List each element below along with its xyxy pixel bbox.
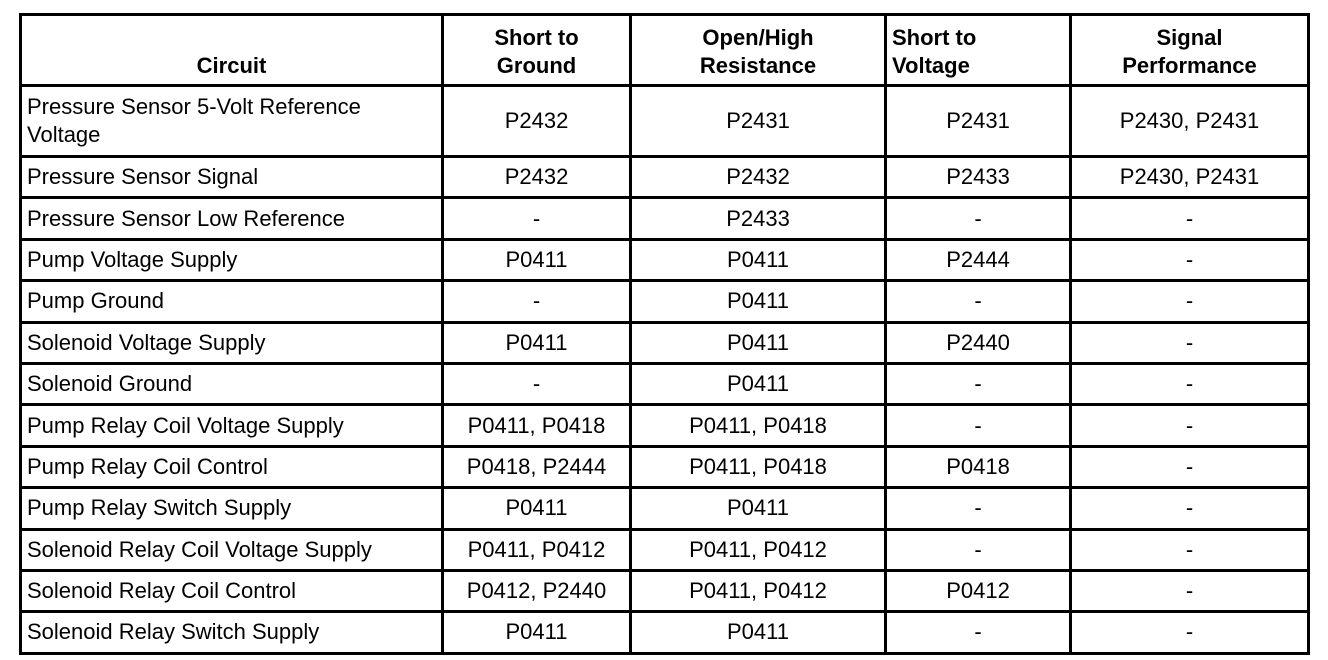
cell-open-high-resistance: P0411: [631, 363, 886, 404]
cell-open-high-resistance: P2432: [631, 157, 886, 198]
table-row: [21, 281, 1309, 322]
cell-open-high-resistance: P0411: [631, 322, 886, 363]
cell-open-high-resistance: P0411: [631, 612, 886, 653]
cell-signal-performance: -: [1071, 612, 1309, 653]
cell-signal-performance: -: [1071, 446, 1309, 487]
cell-circuit: Solenoid Ground: [21, 363, 443, 404]
header-short-to-ground-line-1: Short to: [494, 25, 579, 50]
table-row: [21, 529, 1309, 570]
table-row: [21, 363, 1309, 404]
table-row: [21, 239, 1309, 280]
cell-short-to-ground: P0411: [443, 322, 631, 363]
cell-short-to-ground: P0411: [443, 239, 631, 280]
cell-short-to-ground: P0412, P2440: [443, 570, 631, 611]
cell-signal-performance: -: [1071, 488, 1309, 529]
cell-signal-performance: -: [1071, 363, 1309, 404]
header-short-to-ground: [443, 15, 631, 86]
cell-circuit: Pump Relay Coil Voltage Supply: [21, 405, 443, 446]
cell-open-high-resistance: P0411, P0412: [631, 529, 886, 570]
cell-circuit: Solenoid Relay Switch Supply: [21, 612, 443, 653]
cell-circuit: Pressure Sensor 5-Volt Reference Voltage: [21, 86, 443, 157]
header-row: [21, 15, 1309, 86]
table-row: [21, 405, 1309, 446]
cell-circuit: Pump Voltage Supply: [21, 239, 443, 280]
cell-circuit: Pump Relay Switch Supply: [21, 488, 443, 529]
table-header: [21, 15, 1309, 86]
cell-short-to-voltage: -: [886, 612, 1071, 653]
cell-short-to-voltage: P2440: [886, 322, 1071, 363]
cell-open-high-resistance: P0411, P0418: [631, 446, 886, 487]
table-row: [21, 86, 1309, 157]
cell-short-to-ground: P0411, P0412: [443, 529, 631, 570]
cell-short-to-voltage: -: [886, 529, 1071, 570]
cell-circuit: Pump Ground: [21, 281, 443, 322]
header-short-to-ground-line-2: Ground: [496, 53, 577, 78]
header-open-high-resistance: [631, 15, 886, 86]
cell-short-to-voltage: -: [886, 198, 1071, 239]
cell-circuit: Pressure Sensor Low Reference: [21, 198, 443, 239]
table-body: [21, 86, 1309, 654]
cell-circuit: Pump Relay Coil Control: [21, 446, 443, 487]
cell-open-high-resistance: P0411: [631, 488, 886, 529]
cell-short-to-ground: P0411: [443, 488, 631, 529]
cell-signal-performance: -: [1071, 322, 1309, 363]
header-short-to-voltage-line-2: Voltage: [892, 53, 970, 78]
cell-short-to-ground: -: [443, 363, 631, 404]
cell-short-to-ground: -: [443, 198, 631, 239]
table-row: [21, 322, 1309, 363]
cell-open-high-resistance: P0411, P0418: [631, 405, 886, 446]
cell-open-high-resistance: P2433: [631, 198, 886, 239]
dtc-circuit-table: [19, 13, 1310, 655]
table-row: [21, 612, 1309, 653]
header-signal-performance-line-2: Performance: [1122, 53, 1257, 78]
cell-circuit: Solenoid Relay Coil Control: [21, 570, 443, 611]
header-open-high-resistance-line-1: Open/High: [702, 25, 814, 50]
table-row: [21, 570, 1309, 611]
cell-signal-performance: -: [1071, 198, 1309, 239]
cell-short-to-ground: P2432: [443, 86, 631, 157]
cell-short-to-voltage: P2433: [886, 157, 1071, 198]
cell-open-high-resistance: P0411: [631, 281, 886, 322]
header-short-to-voltage: [886, 15, 1071, 86]
cell-short-to-voltage: P2431: [886, 86, 1071, 157]
cell-open-high-resistance: P2431: [631, 86, 886, 157]
cell-open-high-resistance: P0411, P0412: [631, 570, 886, 611]
header-circuit-label: Circuit: [196, 53, 267, 78]
cell-short-to-voltage: -: [886, 488, 1071, 529]
table-row: [21, 198, 1309, 239]
cell-circuit: Solenoid Relay Coil Voltage Supply: [21, 529, 443, 570]
table-row: [21, 157, 1309, 198]
cell-signal-performance: -: [1071, 281, 1309, 322]
cell-short-to-voltage: P2444: [886, 239, 1071, 280]
cell-signal-performance: P2430, P2431: [1071, 157, 1309, 198]
cell-circuit: Solenoid Voltage Supply: [21, 322, 443, 363]
cell-short-to-ground: P0411: [443, 612, 631, 653]
cell-signal-performance: -: [1071, 570, 1309, 611]
cell-short-to-ground: -: [443, 281, 631, 322]
cell-open-high-resistance: P0411: [631, 239, 886, 280]
header-signal-performance: [1071, 15, 1309, 86]
cell-signal-performance: -: [1071, 529, 1309, 570]
cell-short-to-voltage: P0418: [886, 446, 1071, 487]
cell-short-to-voltage: -: [886, 281, 1071, 322]
cell-short-to-ground: P2432: [443, 157, 631, 198]
cell-signal-performance: -: [1071, 239, 1309, 280]
header-signal-performance-line-1: Signal: [1156, 25, 1223, 50]
header-open-high-resistance-line-2: Resistance: [699, 53, 817, 78]
cell-signal-performance: -: [1071, 405, 1309, 446]
table-row: [21, 446, 1309, 487]
cell-signal-performance: P2430, P2431: [1071, 86, 1309, 157]
cell-short-to-voltage: P0412: [886, 570, 1071, 611]
cell-short-to-ground: P0411, P0418: [443, 405, 631, 446]
cell-circuit: Pressure Sensor Signal: [21, 157, 443, 198]
table-row: [21, 488, 1309, 529]
cell-short-to-voltage: -: [886, 405, 1071, 446]
cell-short-to-voltage: -: [886, 363, 1071, 404]
cell-short-to-ground: P0418, P2444: [443, 446, 631, 487]
header-short-to-voltage-line-1: Short to: [892, 25, 977, 50]
header-circuit: [21, 15, 443, 86]
